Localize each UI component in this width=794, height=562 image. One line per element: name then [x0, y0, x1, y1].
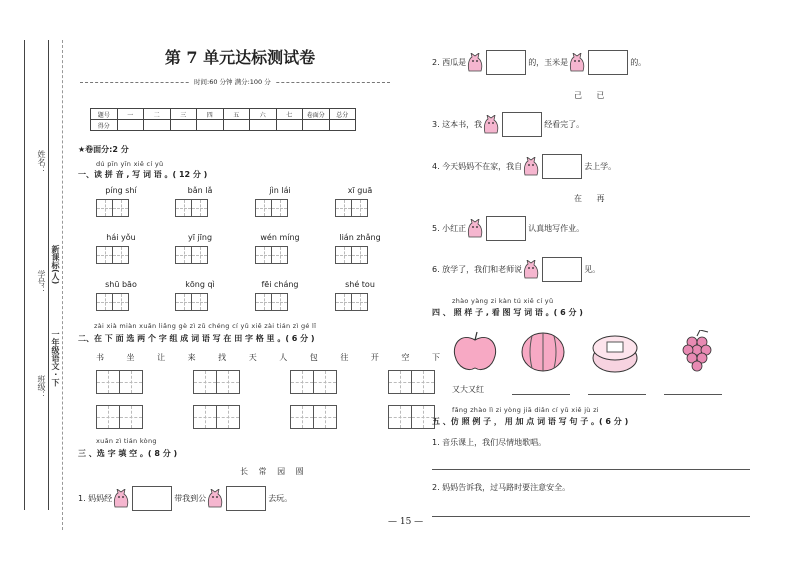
name-label: 姓名： [37, 150, 46, 174]
cat-icon [482, 115, 500, 135]
score-cell[interactable] [276, 120, 303, 131]
tianzige-cell[interactable] [335, 246, 352, 264]
q2-text-c: 的。 [630, 58, 647, 67]
tianzige-cell[interactable] [112, 293, 129, 311]
score-cell[interactable] [197, 120, 224, 131]
q1-text-b: 带我到公 [174, 494, 207, 503]
writing-grid [175, 246, 207, 264]
example-text: 又大又红 [452, 385, 484, 394]
writing-grid [255, 199, 287, 217]
choices-3: 在 再 [574, 194, 611, 203]
neatness-score: ★卷面分:2 分 [78, 145, 129, 154]
score-header-cell: 总分 [329, 109, 356, 120]
tianzige-cell[interactable] [175, 199, 192, 217]
tianzige-cell[interactable] [351, 246, 368, 264]
score-header-cell: 七 [276, 109, 303, 120]
tianzige-cell[interactable] [96, 293, 113, 311]
answer-box[interactable] [486, 50, 526, 75]
tianzige-cell[interactable] [191, 293, 208, 311]
writing-grid [193, 370, 239, 394]
q2-text-b: 的，玉米是 [528, 58, 569, 67]
tianzige-cell[interactable] [255, 199, 272, 217]
writing-grid [193, 405, 239, 429]
cat-icon [466, 53, 484, 73]
writing-grid [335, 293, 367, 311]
tianzige-cell[interactable] [119, 405, 143, 429]
sentence-2: 2. 妈妈告诉我，过马路时要注意安全。 [432, 483, 571, 492]
writing-grid [255, 293, 287, 311]
tianzige-cell[interactable] [96, 370, 120, 394]
writing-grid [96, 370, 142, 394]
score-cell[interactable] [223, 120, 250, 131]
pinyin-prompt: xī guā [347, 186, 373, 195]
q2-text-a: 2. 西瓜是 [432, 58, 467, 67]
binding-line [24, 40, 25, 510]
tianzige-cell[interactable] [271, 199, 288, 217]
cat-icon [522, 260, 540, 280]
q3-text-a: 3. 这本书，我 [432, 120, 483, 129]
tianzige-cell[interactable] [351, 293, 368, 311]
tianzige-cell[interactable] [112, 199, 129, 217]
answer-box[interactable] [542, 154, 582, 179]
q4-text-b: 去上学。 [584, 162, 617, 171]
cat-icon [466, 219, 484, 239]
tianzige-cell[interactable] [255, 293, 272, 311]
score-cell[interactable] [144, 120, 171, 131]
tianzige-cell[interactable] [216, 370, 240, 394]
tianzige-cell[interactable] [175, 293, 192, 311]
sec5-title: 五 、仿 照 例 子 ， 用 加 点 词 语 写 句 子 。( 6 分 ) [432, 417, 629, 426]
sec2-title: 二、在 下 面 选 两 个 字 组 成 词 语 写 在 田 字 格 里 。( 6 分 ) [78, 334, 315, 343]
answer-box[interactable] [588, 50, 628, 75]
score-header-cell: 六 [250, 109, 277, 120]
question-4 [432, 154, 616, 179]
tianzige-cell[interactable] [193, 405, 217, 429]
id-label: 学号： [37, 270, 46, 294]
answer-line[interactable] [588, 394, 646, 395]
pinyin-prompt: yī jīng [187, 233, 213, 242]
tianzige-cell[interactable] [96, 246, 113, 264]
tianzige-cell[interactable] [335, 199, 352, 217]
tianzige-cell[interactable] [193, 370, 217, 394]
tianzige-cell[interactable] [351, 199, 368, 217]
tianzige-cell[interactable] [388, 405, 412, 429]
score-header-cell: 三 [170, 109, 197, 120]
answer-line[interactable] [512, 394, 570, 395]
class-label: 班级： [37, 375, 46, 399]
tianzige-cell[interactable] [175, 246, 192, 264]
writing-grid [96, 293, 128, 311]
sec1-title: 一、读 拼 音 , 写 词 语 。( 12 分 ) [78, 170, 208, 179]
score-header-cell: 题号 [91, 109, 118, 120]
tianzige-cell[interactable] [290, 370, 314, 394]
tianzige-cell[interactable] [96, 199, 113, 217]
binding-strip [0, 0, 70, 562]
writing-grid [175, 199, 207, 217]
pinyin-prompt: kōng qì [185, 280, 215, 289]
pinyin-prompt: shū bāo [105, 280, 137, 289]
q1-text-c: 去玩。 [268, 494, 293, 503]
sec4-title: 四 、 照 样 子 , 看 图 写 词 语 。( 6 分 ) [432, 308, 583, 317]
answer-line[interactable] [664, 394, 722, 395]
writing-grid [175, 293, 207, 311]
cat-icon [112, 489, 130, 509]
writing-grid [388, 405, 434, 429]
sec1-pinyin: dú pīn yīn xiě cí yǔ [96, 160, 164, 168]
exam-meta: 时间:60 分钟 满分:100 分 [190, 77, 275, 86]
score-table [90, 108, 356, 131]
cat-icon [568, 53, 586, 73]
question-1 [78, 486, 292, 511]
score-header-cell: 卷面分 [303, 109, 330, 120]
cut-line [62, 40, 63, 530]
pinyin-prompt: bǎn lǎ [187, 186, 213, 195]
writing-grid [96, 405, 142, 429]
answer-box[interactable] [486, 216, 526, 241]
tianzige-cell[interactable] [388, 370, 412, 394]
writing-grid [96, 199, 128, 217]
score-header-cell: 四 [197, 109, 224, 120]
answer-line[interactable] [432, 516, 750, 517]
question-6 [432, 257, 600, 282]
tianzige-cell[interactable] [191, 199, 208, 217]
pinyin-prompt: lián zhǎng [339, 233, 381, 242]
q4-text-a: 4. 今天妈妈不在家，我自 [432, 162, 523, 171]
grapes-image [680, 330, 716, 376]
choices-2: 己 已 [574, 91, 611, 100]
answer-box[interactable] [502, 112, 542, 137]
writing-grid [96, 246, 128, 264]
tianzige-cell[interactable] [271, 246, 288, 264]
tianzige-cell[interactable] [255, 246, 272, 264]
score-cell[interactable] [303, 120, 330, 131]
writing-grid [290, 370, 336, 394]
score-cell[interactable] [250, 120, 277, 131]
question-3 [432, 112, 584, 137]
pinyin-prompt: hái yǒu [106, 233, 136, 242]
score-cell[interactable] [329, 120, 356, 131]
tianzige-cell[interactable] [335, 293, 352, 311]
cake-image [590, 330, 640, 376]
q1-text-a: 1. 妈妈经 [78, 494, 113, 503]
answer-box[interactable] [542, 257, 582, 282]
page-title: 第 7 单元达标测试卷 [164, 48, 316, 67]
q3-text-b: 经看完了。 [544, 120, 585, 129]
writing-grid [290, 405, 336, 429]
sec2-pinyin: zài xià miàn xuǎn liǎng gè zì zǔ chéng cí yǔ xiě zài tián zì gé lǐ [94, 322, 317, 330]
answer-box[interactable] [132, 486, 172, 511]
pinyin-prompt: fēi cháng [261, 280, 299, 289]
choices-1: 长 常 园 圆 [240, 467, 308, 476]
cat-icon [206, 489, 224, 509]
tianzige-cell[interactable] [216, 405, 240, 429]
score-row-label: 得分 [91, 120, 118, 131]
subject-label: 一年级语文 · 下 [51, 330, 60, 387]
tianzige-cell[interactable] [271, 293, 288, 311]
sec3-pinyin: xuǎn zì tián kòng [96, 437, 157, 445]
pinyin-prompt: wén míng [260, 233, 300, 242]
sec4-pinyin: zhào yàng zi kàn tú xiě cí yǔ [452, 297, 554, 305]
pinyin-prompt: shé tou [345, 280, 375, 289]
watermelon-image [520, 330, 566, 374]
tianzige-cell[interactable] [191, 246, 208, 264]
tianzige-cell[interactable] [96, 405, 120, 429]
edition-label: 新课标(人) [51, 245, 60, 285]
question-5 [432, 216, 584, 241]
writing-grid [335, 199, 367, 217]
q6-text-a: 6. 放学了，我们和老师说 [432, 265, 523, 274]
cat-icon [522, 157, 540, 177]
score-header-cell: 二 [144, 109, 171, 120]
writing-grid [335, 246, 367, 264]
answer-line[interactable] [432, 469, 750, 470]
tianzige-cell[interactable] [119, 370, 143, 394]
score-header-cell: 五 [223, 109, 250, 120]
sentence-1: 1. 音乐课上，我们尽情地歌唱。 [432, 438, 547, 447]
sec5-pinyin: fǎng zhào lì zi yòng jiā diǎn cí yǔ xiě jù zi [452, 406, 599, 414]
tianzige-cell[interactable] [411, 370, 435, 394]
pinyin-prompt: jìn lái [269, 186, 291, 195]
score-header-cell: 一 [117, 109, 144, 120]
question-2 [432, 50, 646, 75]
writing-grid [388, 370, 434, 394]
page-number: — 15 — [388, 517, 424, 527]
score-cell[interactable] [170, 120, 197, 131]
answer-box[interactable] [226, 486, 266, 511]
sec3-title: 三 、选 字 填 空 。( 8 分 ) [78, 449, 178, 458]
word-bank: 书 坐 让 来 找 天 人 包 往 开 空 下 [96, 353, 450, 362]
tianzige-cell[interactable] [112, 246, 129, 264]
score-cell[interactable] [117, 120, 144, 131]
q5-text-b: 认真地写作业。 [528, 224, 585, 233]
tianzige-cell[interactable] [313, 405, 337, 429]
q6-text-b: 见。 [584, 265, 601, 274]
pinyin-prompt: píng shí [105, 186, 137, 195]
tianzige-cell[interactable] [290, 405, 314, 429]
q5-text-a: 5. 小红正 [432, 224, 467, 233]
tianzige-cell[interactable] [313, 370, 337, 394]
binding-line [48, 40, 49, 510]
apple-image [450, 330, 500, 374]
writing-grid [255, 246, 287, 264]
